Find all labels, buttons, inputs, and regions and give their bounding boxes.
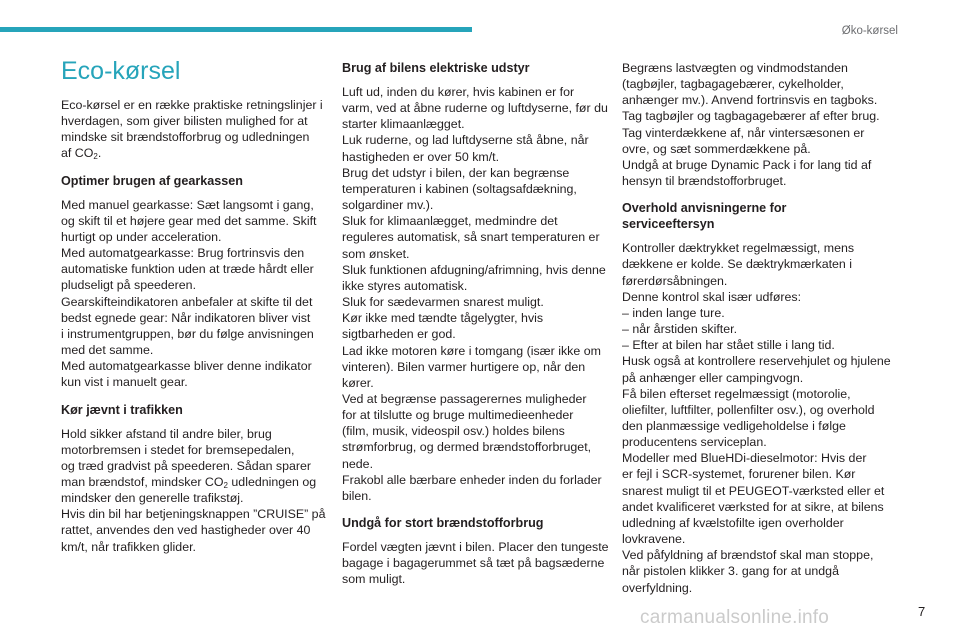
text-line: for at tilslutte og bruge multimedieenheder [342,408,574,423]
text-line: starter klimaanlægget. [342,117,465,132]
text-line: Gearskifteindikatoren anbefaler at skifte til det [61,294,313,309]
text-line: mindsker den generelle trafikstøj. [61,491,244,506]
heading-line: Overhold anvisningerne for [622,201,787,216]
text-line: bagage i bagagerummet så tæt på bagsæderne [342,556,605,571]
text-line: af $CO_2$. [61,146,102,162]
text-line: varm, ved at åbne ruderne og luftdyserne, før du [342,101,608,116]
text-line: man brændstof, mindsker $CO_2$ udledningen og [61,474,317,490]
text-line: dækkene er kolde. Se dæktrykmærkaten i [622,257,853,272]
paragraph-service [622,240,892,595]
text-line: Kør ikke med tændte tågelygter, hvis [342,311,544,326]
text-line: hensyn til brændstofforbruget. [622,174,787,189]
text-line: kører. [342,375,374,390]
heading-fuel-consumption: Undgå for stort brændstofforbrug [342,516,544,531]
text-line: vinteren). Bilen varmer hurtigere op, når den [342,359,586,374]
text-line: sigtbarheden er god. [342,327,456,342]
text-line: oliefilter, luftfilter, pollenfilter osv.), og overhold [622,402,875,417]
heading-smooth-driving: Kør jævnt i trafikken [61,402,183,417]
text-line: Tag tagbøjler og tagbagagebærer af efter brug. [622,109,880,124]
text-line: nede. [342,456,374,471]
text-line: Denne kontrol skal især udføres: [622,289,802,304]
text-line: Med automatgearkasse: Brug fortrinsvis den [61,246,305,261]
text-line: (tagbøjler, tagbagagebærer, cykelholder, [622,77,844,92]
text-line: førerdørsåbningen. [622,273,728,288]
text-line: Modeller med BlueHDi-dieselmotor: Hvis der [622,451,867,466]
text-line: Sluk for klimaanlægget, medmindre det [342,214,558,229]
text-line: rattet, anvendes den ved hastigheder over 40 [61,523,311,538]
text-line: og skift til et højere gear med det samme. Skift [61,213,317,228]
text-line: Lad ikke motoren køre i tomgang (især ikke om [342,343,601,358]
text-line: mindske sit brændstofforbrug og udledningen [61,130,310,145]
text-line: reguleres automatisk, så snart temperaturen er [342,230,600,245]
text-line: anhænger mv.). Anvend fortrinsvis en tagboks. [622,93,878,108]
text-line: – når årstiden skifter. [622,322,738,337]
text-line: motorbremsen i stedet for bremsepedalen, [61,442,295,457]
text-line: hurtigt op under acceleration. [61,229,222,244]
page-number: 7 [918,604,926,619]
text-line: med det samme. [61,343,154,358]
text-line: Hold sikker afstand til andre biler, brug [61,426,272,441]
header-accent-bar [0,27,472,32]
text-line: – Efter at bilen har stået stille i lang tid. [622,338,835,353]
text-line: Eco-kørsel er en række praktiske retningslinjer i [61,98,323,112]
text-line: snarest muligt til et PEUGEOT-værksted eller et [622,483,885,498]
paragraph-electrical-equipment [342,84,610,504]
text-line: automatiske funktion uden at træde hårdt eller [61,262,314,277]
text-line: hverdagen, som giver bilisten mulighed for at [61,114,308,129]
heading-line: serviceeftersyn [622,217,715,232]
paragraph-load [622,60,892,189]
text-line: strømforbrug, og dermed brændstofforbruget, [342,440,592,455]
text-line: i instrumentgruppen, bør du følge anvisningen [61,326,314,341]
text-line: udledning af kvælstofilte igen overholder [622,515,844,530]
text-line: Ved påfyldning af brændstof skal man stoppe, [622,548,874,563]
text-line: ikke styres automatisk. [342,278,468,293]
text-line: Luk ruderne, og lad luftdyserne stå åbne, når [342,133,589,148]
text-line: Kontroller dæktrykket regelmæssigt, mens [622,241,855,256]
text-line: ovre, og sæt sommerdækkene på. [622,141,811,156]
text-line: Luft ud, inden du kører, hvis kabinen er for [342,85,575,99]
page-title: Eco-kørsel [61,57,181,85]
text-line: Ved at begrænse passagerernes muligheder [342,391,587,406]
text-line: den planmæssige vedligeholdelse i følge [622,418,846,433]
heading-gearbox: Optimer brugen af gearkassen [61,173,243,188]
text-line: og træd gradvist på speederen. Sådan sparer [61,458,312,473]
text-line: Tag vinterdækkene af, når vintersæsonen er [622,125,865,140]
column-right [622,60,892,607]
text-line: solgardiner mv.). [342,198,434,213]
text-line: Sluk for sædevarmen snarest muligt. [342,295,544,310]
text-line: (film, musik, videospil osv.) holdes bilens [342,424,565,439]
text-line: som muligt. [342,572,406,587]
text-line: Sluk funktionen afdugning/afrimning, hvis denne [342,262,606,277]
watermark: carmanualsonline.info [640,607,830,628]
text-line: Med manuel gearkasse: Sæt langsomt i gang, [61,197,314,212]
intro-paragraph [61,97,329,162]
text-line: som ønsket. [342,246,410,261]
text-line: Undgå at bruge Dynamic Pack i for lang tid af [622,157,872,172]
text-line: – inden lange ture. [622,305,725,320]
text-line: Få bilen efterset regelmæssigt (motorolie, [622,386,851,401]
text-line: er fejl i SCR-systemet, forurener bilen. Kør [622,467,856,482]
text-line: bilen. [342,488,372,503]
text-line: Hvis din bil har betjeningsknappen ”CRUISE” på [61,507,326,522]
column-left [61,58,329,566]
paragraph-smooth-driving [61,426,329,555]
text-line: km/t, når trafikken glider. [61,539,196,554]
text-line: Fordel vægten jævnt i bilen. Placer den tungeste [342,540,609,555]
column-middle [342,60,610,599]
text-line: hastigheden er over 50 km/t. [342,149,500,164]
text-line: lovkravene. [622,532,686,547]
section-title: Øko-kørsel [841,25,898,37]
text-line: overfyldning. [622,580,693,595]
text-line: Husk også at kontrollere reservehjulet og hjulene [622,354,891,369]
text-line: pludseligt på speederen. [61,278,197,293]
text-line: temperaturen i kabinen (soltagsafdækning, [342,181,577,196]
text-line: når pistolen klikker 3. gang for at undgå [622,564,839,579]
paragraph-gearbox [61,197,329,391]
text-line: Frakobl alle bærbare enheder inden du forlader [342,472,602,487]
text-line: kun vist i manuelt gear. [61,375,188,390]
text-line: Brug det udstyr i bilen, der kan begrænse [342,165,570,180]
text-line: bedst egnede gear: Når indikatoren bliver vist [61,310,311,325]
text-line: Begræns lastvægten og vindmodstanden [622,61,848,75]
heading-electrical-equipment: Brug af bilens elektriske udstyr [342,61,530,75]
heading-service [622,200,892,232]
text-line: producentens serviceplan. [622,435,767,450]
text-line: Med automatgearkasse bliver denne indikator [61,359,312,374]
paragraph-fuel-consumption [342,539,610,587]
text-line: på anhænger eller campingvogn. [622,370,804,385]
text-line: andet kvalificeret værksted for at sikre, at bilens [622,499,884,514]
